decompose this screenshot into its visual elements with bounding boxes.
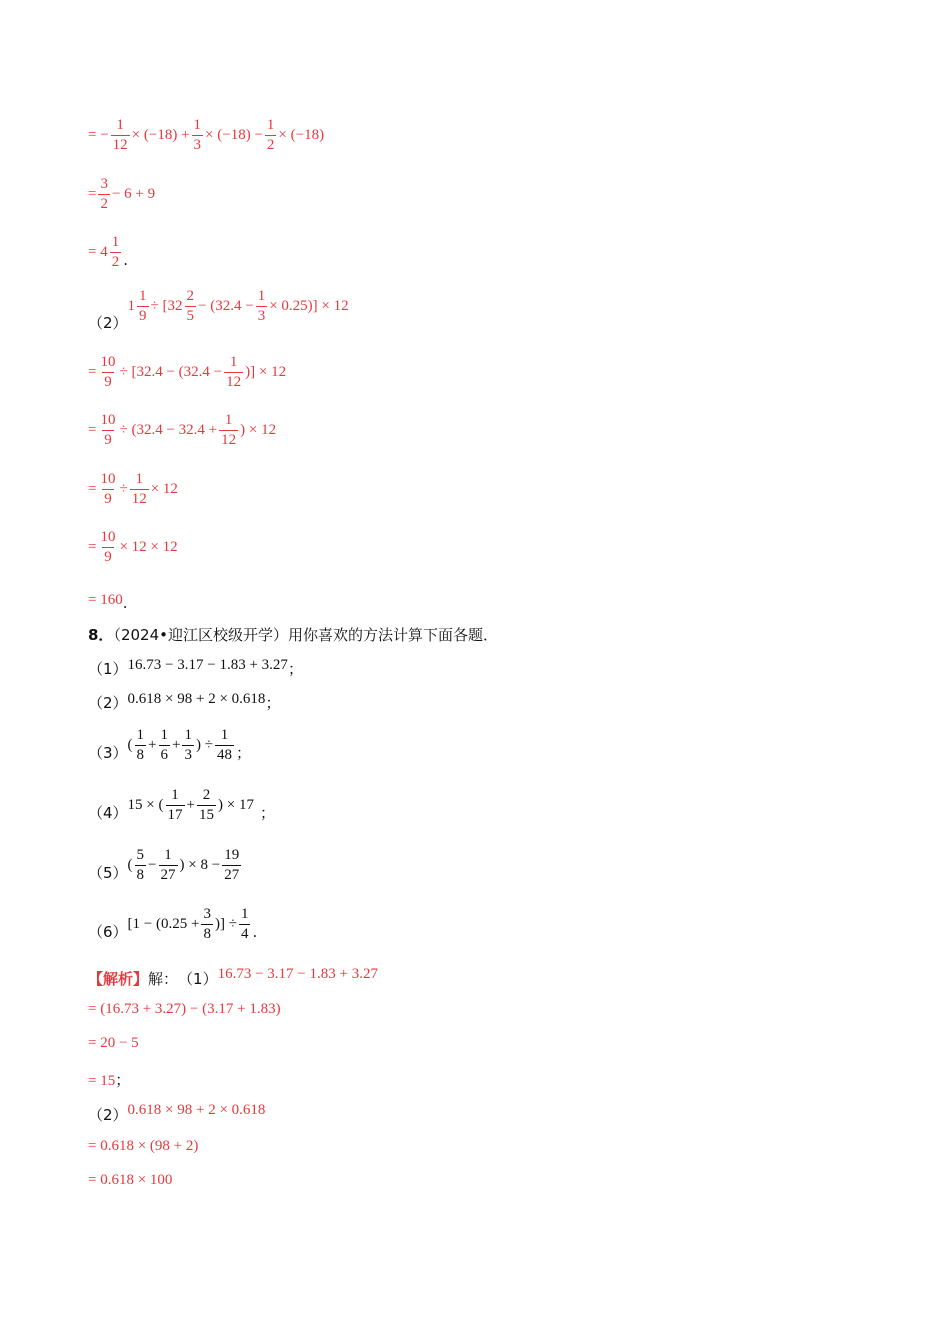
analysis-step-5: = 0.618 × 100: [88, 1172, 173, 1188]
question-8-item-1: （1） 16.73 − 3.17 − 1.83 + 3.27 ；: [88, 657, 303, 678]
question-8-item-2: （2） 0.618 × 98 + 2 × 0.618 ；: [88, 691, 281, 712]
analysis-step-3: = 15；: [88, 1071, 131, 1089]
solution-step-6: = $\frac{10}{9}$ ÷ $\frac{1}{12}$ × 12: [88, 471, 178, 507]
analysis-heading: 【解析】 解： （1） 16.73 − 3.17 − 1.83 + 3.27: [88, 966, 378, 988]
solution-step-3: = 4 $\frac{1}{2}$ .: [88, 234, 128, 270]
question-8-item-6: （6） [1 − (0.25 + $\frac{3}{8}$ )] ÷ $\frac{1}{4}$ .: [88, 906, 258, 942]
solution-step-4: = $\frac{10}{9}$ ÷ [32.4 − (32.4 − $\frac{1}{12}$ )] × 12: [88, 354, 287, 390]
solution-step-5: = $\frac{10}{9}$ ÷ (32.4 − 32.4 + $\frac{1}{12}$ ) × 12: [88, 412, 277, 448]
analysis-step-4: = 0.618 × (98 + 2): [88, 1138, 199, 1154]
analysis-step-1: = (16.73 + 3.27) − (3.17 + 1.83): [88, 1001, 281, 1017]
solution-step-1: = − $\frac{1}{12}$ × (−18) + $\frac{1}{3}$ × (−18) − $\frac{1}{2}$ × (−18): [88, 117, 325, 153]
analysis-part-2: （2） 0.618 × 98 + 2 × 0.618: [88, 1102, 266, 1124]
question-8-item-3: （3） ( $\frac{1}{8}$ + $\frac{1}{6}$ + $\frac{1}{3}$ ) ÷ $\frac{1}{48}$ ；: [88, 727, 251, 763]
question-8-item-4: （4） 15 × ( $\frac{1}{17}$ + $\frac{2}{15}$ ) × 17 ；: [88, 787, 275, 823]
solution-step-2: = $\frac{3}{2}$ − 6 + 9: [88, 176, 156, 212]
solution-part-2-expression: （2） 1 $\frac{1}{9}$ ÷ [32 $\frac{2}{5}$ − (32.4 − $\frac{1}{3}$ × 0.25)] × 12: [88, 288, 349, 332]
solution-step-8: = 160 .: [88, 591, 128, 612]
solution-step-7: = $\frac{10}{9}$ × 12 × 12: [88, 529, 178, 565]
analysis-step-2: = 20 − 5: [88, 1035, 139, 1051]
question-8-item-5: （5） ( $\frac{5}{8}$ − $\frac{1}{27}$ ) × 8 − $\frac{19}{27}$: [88, 847, 240, 883]
question-8-heading: 8．（2024•迎江区校级开学）用你喜欢的方法计算下面各题．: [88, 626, 498, 644]
